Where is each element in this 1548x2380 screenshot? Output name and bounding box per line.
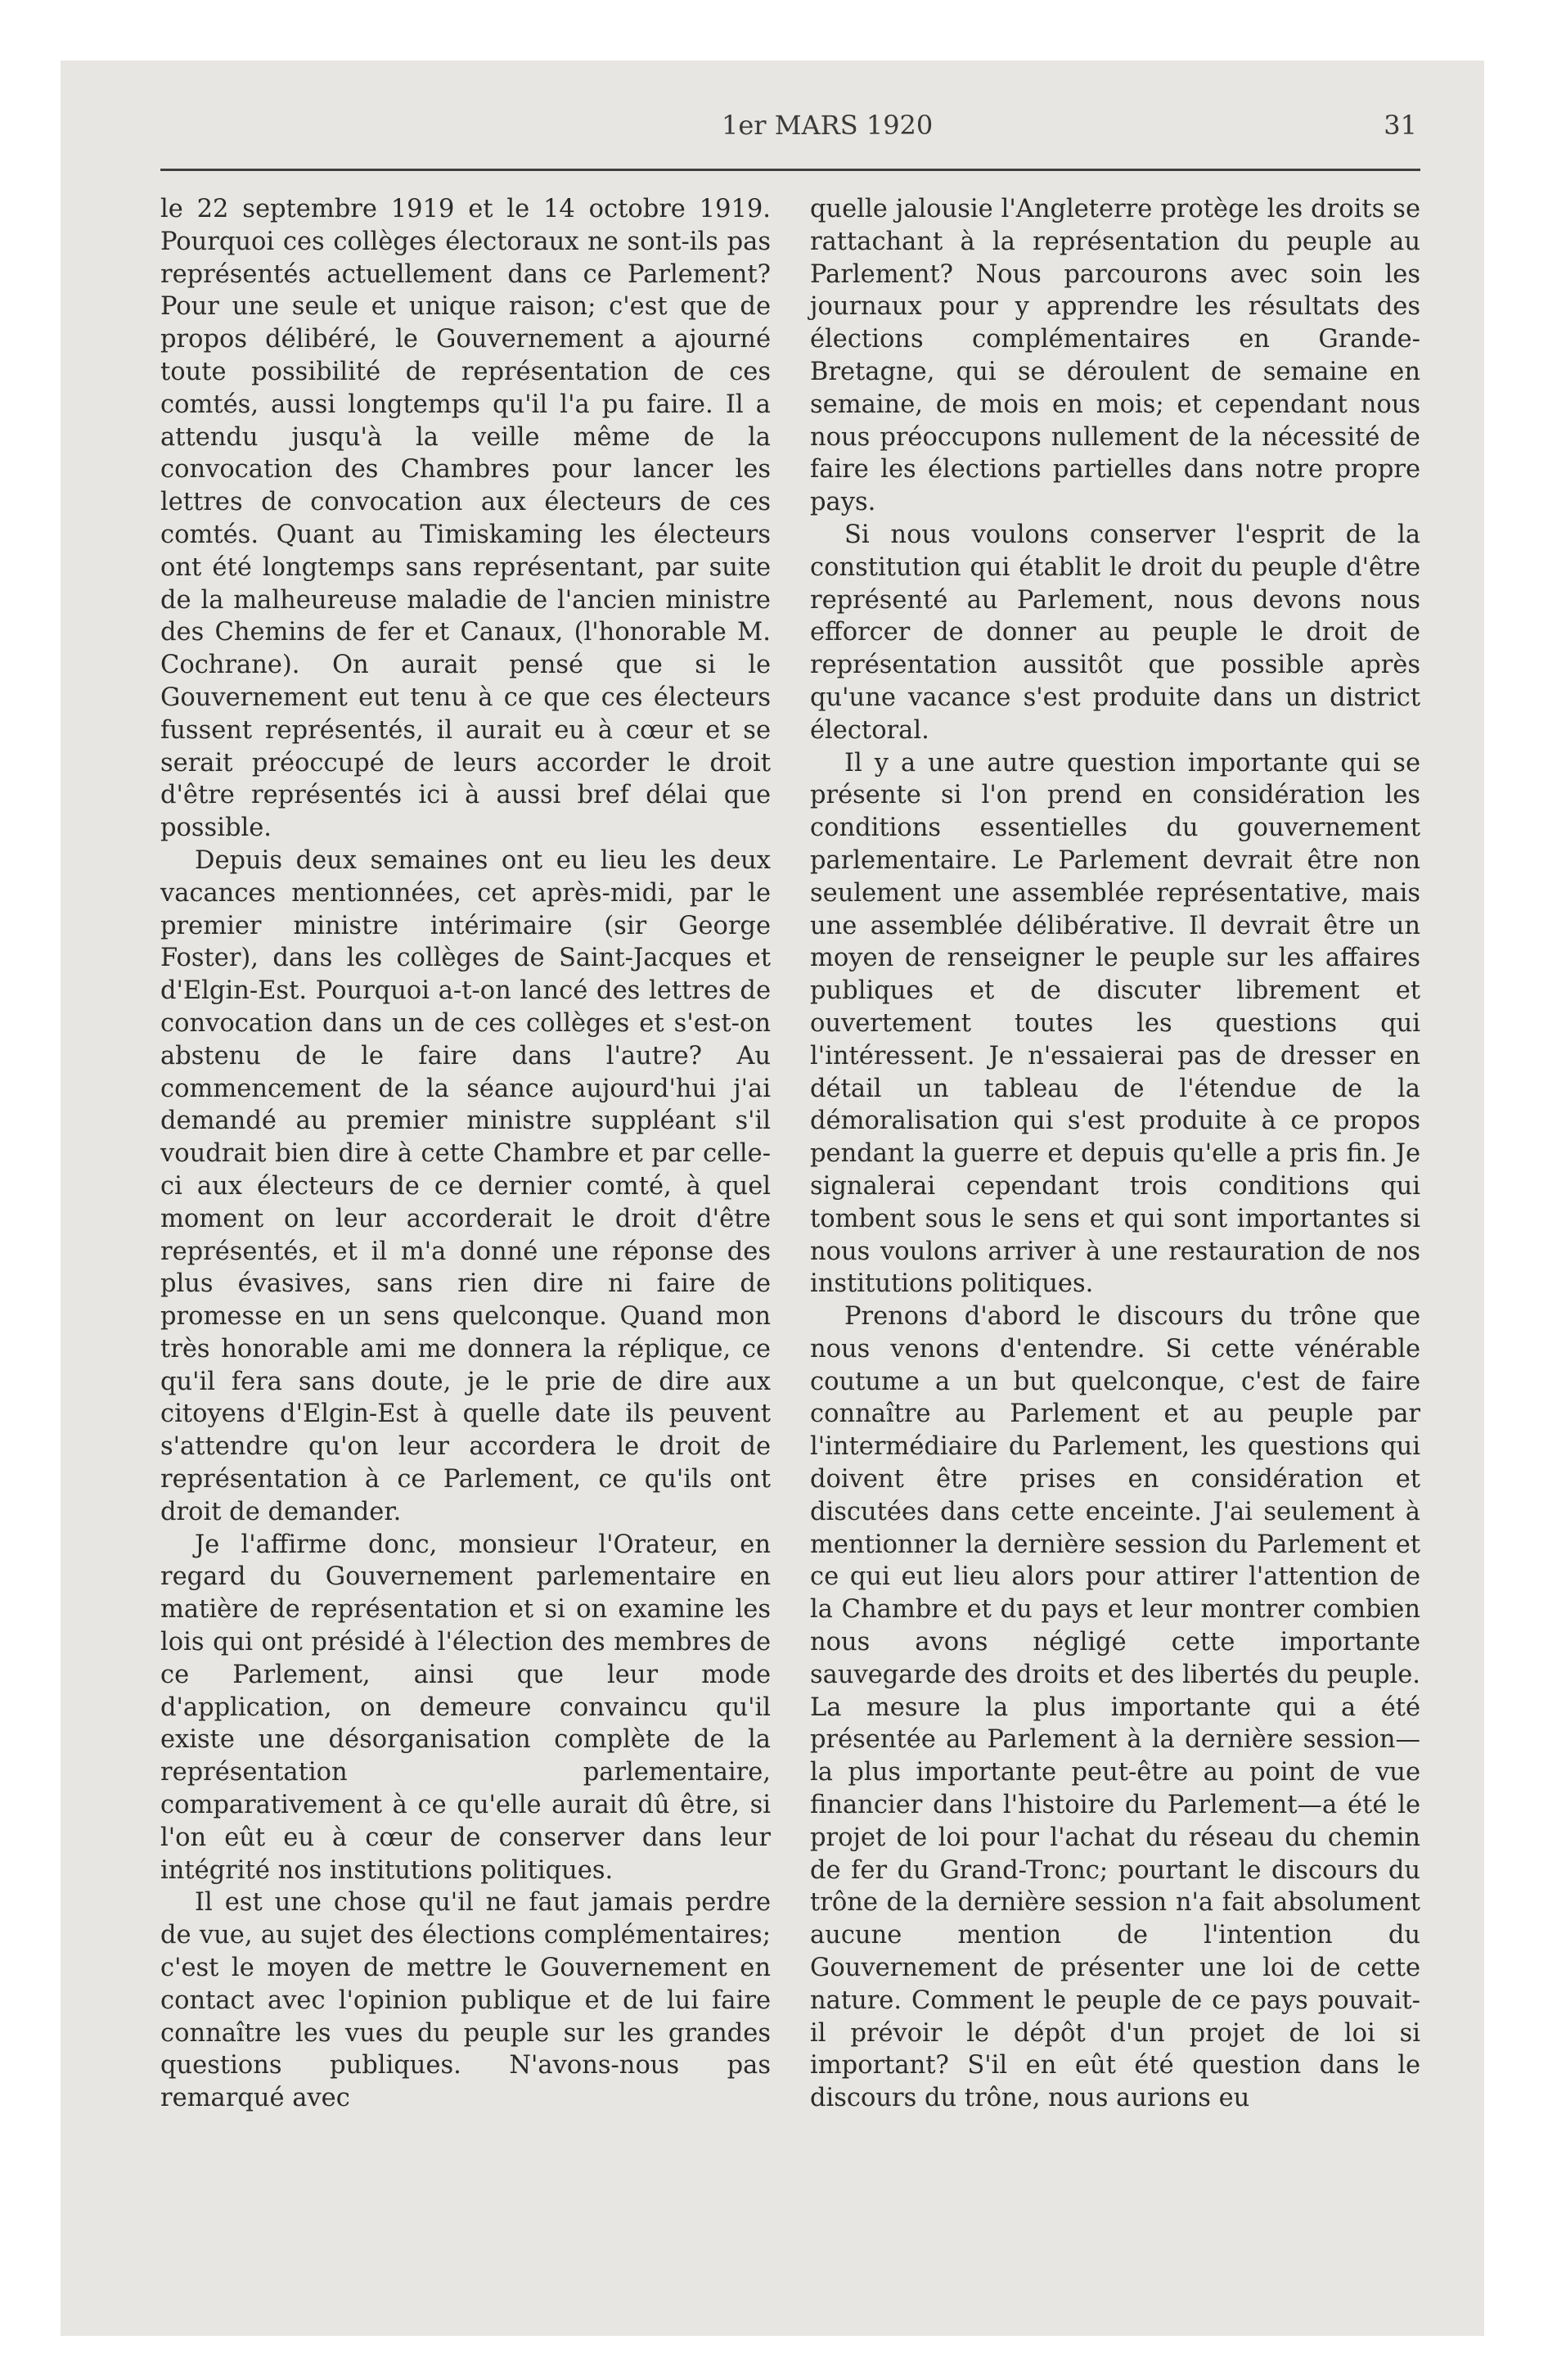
paragraph: Je l'affirme donc, monsieur l'Orateur, en regard du Gouvernement parlementaire en matière de représentation et si on examine les lois qui ont présidé à l'élection des membres de ce Parlement, ainsi que leur mode d'application, on demeure convaincu qu'il existe une désorganisation complète de la représentation parlementaire, comparativement à ce qu'elle aurait dû être, si l'on eût eu à cœur de conserver dans leur intégrité nos institutions politiques.: [160, 1530, 771, 1885]
header-rule: [160, 169, 1420, 171]
paragraph: le 22 septembre 1919 et le 14 octobre 1919. Pourquoi ces collèges électoraux ne sont-ils pas représentés actuellement dans ce Parlement? Pour une seule et unique raison; c'est que de propos délibéré, le Gouvernement a ajourné toute possibilité de représentation de ces comtés, aussi longtemps qu'il l'a pu faire. Il a attendu jusqu'à la veille même de la convocation des Chambres pour lancer les lettres de convocation aux électeurs de ces comtés. Quant au Timiskaming les électeurs ont été longtemps sans représentant, par suite de la malheureuse maladie de l'ancien ministre des Chemins de fer et Canaux, (l'honorable M. Cochrane). On aurait pensé que si le Gouvernement eut tenu à ce que ces électeurs fussent représentés, il aurait eu à cœur et se serait préoccupé de leurs accorder le droit d'être représentés ici à aussi bref délai que possible.: [160, 195, 771, 843]
paragraph: quelle jalousie l'Angleterre protège les droits se rattachant à la représentation du peuple au Parlement? Nous parcourons avec soin les journaux pour y apprendre les résultats des élections complémentaires en Grande-Bretagne, qui se déroulent de semaine en semaine, de mois en mois; et cependant nous nous préoccupons nullement de la nécessité de faire les élections partielles dans notre propre pays.: [810, 195, 1420, 517]
paragraph: Prenons d'abord le discours du trône que nous venons d'entendre. Si cette vénérable coutume a un but quelconque, c'est de faire connaître au Parlement et au peuple par l'intermédiaire du Parlement, les questions qui doivent être prises en considération et discutées dans cette enceinte. J'ai seulement à mentionner la dernière session du Parlement et ce qui eut lieu alors pour attirer l'attention de la Chambre et du pays et leur montrer combien nous avons négligé cette importante sauvegarde des droits et des libertés du peuple. La mesure la plus importante qui a été présentée au Parlement à la dernière session—la plus importante peut-être au point de vue financier dans l'histoire du Parlement—a été le projet de loi pour l'achat du réseau du chemin de fer du Grand-Tronc; pourtant le discours du trône de la dernière session n'a fait absolument aucune mention de l'intention du Gouvernement de présenter une loi de cette nature. Comment le peuple de ce pays pouvait-il prévoir le dépôt d'un projet de loi si important? S'il en eût été question dans le discours du trône, nous aurions eu: [810, 1302, 1420, 2113]
paragraph: Depuis deux semaines ont eu lieu les deux vacances mentionnées, cet après-midi, par le premier ministre intérimaire (sir George Foster), dans les collèges de Saint-Jacques et d'Elgin-Est. Pourquoi a-t-on lancé des lettres de convocation dans un de ces collèges et s'est-on abstenu de le faire dans l'autre? Au commencement de la séance aujourd'hui j'ai demandé au premier ministre suppléant s'il voudrait bien dire à cette Chambre et par celle-ci aux électeurs de ce dernier comté, à quel moment on leur accorderait le droit d'être représentés, et il m'a donné une réponse des plus évasives, sans rien dire ni faire de promesse en un sens quelconque. Quand mon très honorable ami me donnera la réplique, ce qu'il fera sans doute, je le prie de dire aux citoyens d'Elgin-Est à quelle date ils peuvent s'attendre qu'on leur accordera le droit de représentation à ce Parlement, ce qu'ils ont droit de demander.: [160, 845, 771, 1526]
header-date: 1er MARS 1920: [722, 110, 934, 141]
paragraph: Si nous voulons conserver l'esprit de la constitution qui établit le droit du peuple d'être représenté au Parlement, nous devons nous efforcer de donner au peuple le droit de représentation aussitôt que possible après qu'une vacance s'est produite dans un district électoral.: [810, 520, 1420, 745]
paragraph: Il est une chose qu'il ne faut jamais perdre de vue, au sujet des élections complémentaires; c'est le moyen de mettre le Gouvernement en contact avec l'opinion publique et de lui faire connaître les vues du peuple sur les grandes questions publiques. N'avons-nous pas remarqué avec: [160, 1888, 771, 2113]
paragraph: Il y a une autre question importante qui se présente si l'on prend en considération les conditions essentielles du gouvernement parlementaire. Le Parlement devrait être non seulement une assemblée représentative, mais une assemblée délibérative. Il devrait être un moyen de renseigner le peuple sur les affaires publiques et de discuter librement et ouvertement toutes les questions qui l'intéressent. Je n'essaierai pas de dresser en détail un tableau de l'étendue de la démoralisation qui s'est produite à ce propos pendant la guerre et depuis qu'elle a pris fin. Je signalerai cependant trois conditions qui tombent sous le sens et qui sont importantes si nous voulons arriver à une restauration de nos institutions politiques.: [810, 748, 1420, 1299]
page-number: 31: [1384, 110, 1417, 141]
right-column: [810, 193, 1420, 2115]
left-column: [160, 193, 771, 2115]
page-header: [160, 103, 1420, 152]
